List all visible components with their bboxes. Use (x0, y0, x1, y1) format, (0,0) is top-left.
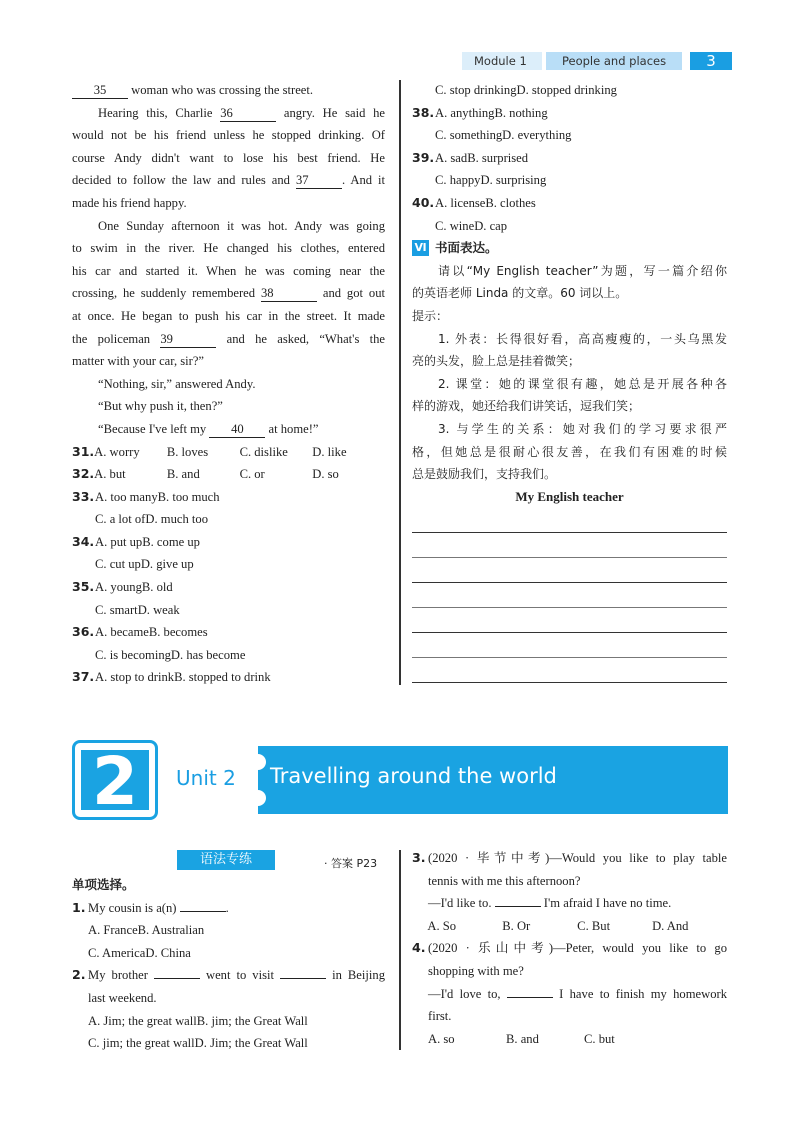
text-line (72, 237, 385, 260)
text-segment: 提示： (412, 308, 449, 323)
text-segment: the policeman (72, 331, 161, 346)
writing-line[interactable] (412, 558, 727, 583)
writing-line[interactable] (412, 583, 727, 608)
writing-prompt (412, 260, 727, 486)
question-row (72, 1010, 385, 1033)
text-segment: (2020 · 乐山中考)—Peter, would you like to go (428, 941, 727, 956)
topic-label: People and places (546, 52, 682, 70)
answer-option: D. And (652, 918, 689, 933)
answer-blank[interactable] (154, 978, 200, 979)
section-six-icon: Ⅵ (412, 240, 429, 256)
text-line (72, 169, 385, 192)
banner-notch (250, 790, 266, 806)
question-row (72, 621, 385, 644)
column-divider (399, 80, 401, 685)
question-row (72, 576, 385, 599)
question-row (72, 644, 385, 667)
text-segment: 请以“My English teacher”为题，写一篇介绍你 (438, 263, 727, 278)
question-number: 40. (412, 194, 435, 210)
answer-option: D. Jim; the Great Wall (194, 1036, 308, 1051)
multiple-choice-heading: 单项选择。 (72, 877, 135, 893)
text-segment: course Andy didn't want to lose his best friend. He (72, 150, 385, 165)
column-divider (399, 850, 401, 1050)
text-segment: matter with your car, sir?” (72, 354, 205, 369)
question-row (72, 1032, 385, 1055)
answer-option: B. Or (502, 918, 531, 933)
unit-label: Unit 2 (176, 766, 236, 790)
answer-option: C. a lot of (95, 512, 146, 527)
answer-option: D. cap (474, 218, 508, 233)
practice-left-column (72, 850, 385, 1055)
answer-blank[interactable]: 38 (261, 286, 317, 302)
answer-option: D. surprising (480, 173, 547, 188)
question-number (412, 215, 435, 238)
question-row (72, 486, 385, 509)
answer-blank[interactable] (495, 906, 541, 907)
answer-option: D. weak (137, 602, 180, 617)
answer-option: C. something (435, 128, 503, 143)
question-number: 4. (412, 940, 426, 956)
answer-option: B. old (141, 580, 173, 595)
text-line (412, 960, 727, 983)
answer-option: B. clothes (485, 195, 536, 210)
answer-option: B. too much (157, 489, 220, 504)
question-row (412, 192, 727, 215)
answer-option: C. But (577, 918, 611, 933)
answer-option: A. anything (435, 105, 495, 120)
question-row (412, 1028, 727, 1051)
answer-blank[interactable]: 39 (160, 332, 216, 348)
answer-blank[interactable] (180, 911, 226, 912)
text-segment: last weekend. (88, 990, 157, 1005)
text-line (412, 847, 727, 870)
cloze-options-right (412, 79, 727, 237)
question-number: 34. (72, 533, 95, 549)
unit-banner (72, 740, 728, 820)
text-segment: My cousin is a(n) (88, 900, 180, 915)
text-line (412, 983, 727, 1006)
banner-notch (250, 754, 266, 770)
question-row (412, 124, 727, 147)
text-line (72, 350, 385, 373)
text-segment: first. (428, 1009, 452, 1024)
answer-option: A. became (95, 625, 149, 640)
text-segment: 样的游戏，她还给我们讲笑话，逗我们笑； (412, 399, 641, 414)
answer-option: A. France (88, 923, 138, 938)
question-number: 31. (72, 443, 95, 459)
text-line (412, 870, 727, 893)
question-row (72, 531, 385, 554)
answer-option: B. stopped to drink (174, 670, 271, 685)
text-line (412, 418, 727, 441)
answer-option: C. dislike (239, 444, 288, 459)
question-number (72, 1010, 88, 1033)
question-number: 39. (412, 149, 435, 165)
question-row (72, 508, 385, 531)
writing-lines (412, 508, 727, 683)
question-number (72, 644, 95, 667)
answer-blank[interactable]: 35 (72, 83, 128, 99)
text-line (72, 305, 385, 328)
text-segment: 1. 外表：长得很好看，高高瘦瘦的，一头乌黑发 (438, 331, 727, 346)
text-segment: his car and started it. When he was coming near the (72, 263, 385, 278)
text-line (72, 328, 385, 351)
answer-option: C. or (239, 467, 265, 482)
question-number: 2. (72, 967, 86, 983)
question-row (72, 463, 385, 486)
question-number (72, 553, 95, 576)
writing-line[interactable] (412, 608, 727, 633)
text-segment: decided to follow the law and rules and (72, 173, 296, 188)
answer-option: A. sad (435, 150, 468, 165)
question-number (72, 919, 88, 942)
question-number: 3. (412, 850, 426, 865)
answer-blank[interactable] (280, 978, 326, 979)
text-segment: and he asked, “What's the (216, 331, 385, 346)
text-segment: —I'd like to. (428, 896, 495, 911)
module-label: Module 1 (462, 52, 542, 70)
text-segment: (2020 · 毕节中考)—Would you like to play table (428, 851, 727, 865)
text-segment: would not be his friend unless he stopped drinking. Of (72, 128, 385, 143)
question-number (72, 599, 95, 622)
text-segment: in Beijing (326, 968, 385, 983)
question-number (412, 124, 435, 147)
text-segment: and got out (316, 286, 385, 301)
answer-option: A. worry (94, 444, 140, 459)
right-column (412, 79, 727, 683)
writing-line[interactable] (412, 633, 727, 658)
text-line (72, 147, 385, 170)
answer-option: C. jim; the great wall (88, 1036, 195, 1051)
text-line (72, 192, 385, 215)
text-segment: shopping with me? (428, 963, 524, 978)
page-header (462, 52, 732, 70)
answer-option: D. everything (502, 128, 572, 143)
question-row (412, 915, 727, 938)
text-line (412, 260, 727, 283)
answer-option: B. and (166, 467, 200, 482)
question-number: 33. (72, 488, 95, 504)
question-number (412, 169, 435, 192)
answer-option: A. So (427, 918, 457, 933)
text-line (412, 305, 727, 328)
unit-number-badge: 2 (72, 740, 158, 820)
answer-blank[interactable] (507, 997, 553, 998)
text-segment: One Sunday afternoon it was hot. Andy was going (98, 218, 385, 233)
writing-section-heading (412, 237, 727, 260)
answer-option: A. too many (95, 489, 158, 504)
question-number (412, 79, 435, 102)
text-segment: “But why push it, then?” (98, 399, 223, 414)
text-line (72, 124, 385, 147)
answer-option: C. happy (435, 173, 481, 188)
question-number: 1. (72, 899, 86, 915)
text-segment: made his friend happy. (72, 195, 187, 210)
text-line (72, 418, 385, 441)
question-row (412, 147, 727, 170)
question-row (72, 599, 385, 622)
text-segment: I have to finish my homework (552, 986, 727, 1001)
text-segment: tennis with me this afternoon? (428, 873, 581, 888)
question-number (72, 1032, 88, 1055)
writing-line[interactable] (412, 533, 727, 558)
answer-option: A. so (428, 1031, 455, 1046)
question-row (72, 919, 385, 942)
text-segment: 总是鼓励我们，支持我们。 (412, 467, 557, 482)
answer-option: A. license (435, 195, 486, 210)
text-segment: at home!” (265, 421, 319, 436)
answer-option: C. smart (95, 602, 138, 617)
text-line (412, 373, 727, 396)
text-segment: 亮的头发，脸上总是挂着微笑； (412, 354, 581, 369)
answer-option: A. Jim; the great wall (88, 1013, 197, 1028)
text-line (412, 892, 727, 915)
question-row (412, 169, 727, 192)
answer-reference: · 答案 P23 (324, 857, 378, 870)
question-number (412, 915, 427, 938)
writing-line[interactable] (412, 508, 727, 533)
answer-blank[interactable]: 37 (296, 173, 342, 189)
question-row (412, 102, 727, 125)
text-line (72, 260, 385, 283)
question-number: 38. (412, 104, 435, 120)
answer-option: C. America (88, 945, 146, 960)
text-segment: crossing, he suddenly remembered (72, 286, 261, 301)
answer-blank[interactable]: 40 (209, 422, 265, 438)
unit-title: Travelling around the world (270, 764, 557, 788)
text-line (72, 215, 385, 238)
answer-option: A. put up (95, 534, 143, 549)
text-segment: angry. He said he (276, 105, 385, 120)
cloze-passage-column (72, 79, 385, 689)
answer-blank[interactable]: 36 (220, 106, 276, 122)
question-number: 36. (72, 624, 95, 640)
question-row (412, 215, 727, 238)
answer-option: B. jim; the Great Wall (196, 1013, 308, 1028)
text-line (412, 463, 727, 486)
practice-header (72, 850, 385, 874)
question-number (412, 1028, 428, 1051)
text-segment: at once. He began to push his car in the street. It made (72, 308, 385, 323)
questions-right (412, 847, 727, 1050)
question-number (72, 508, 95, 531)
answer-option: B. and (506, 1031, 539, 1046)
text-segment: 格，但她总是很耐心很友善，在我们有困难的时候 (412, 444, 727, 459)
questions-left (72, 897, 385, 1055)
answer-option: B. becomes (148, 625, 208, 640)
answer-option: C. stop drinking (435, 83, 517, 97)
text-line (412, 395, 727, 418)
text-segment: woman who was crossing the street. (128, 83, 314, 97)
text-line (72, 987, 385, 1010)
text-line (72, 79, 385, 102)
text-segment: My brother (88, 968, 154, 983)
practice-tag: 语法专练 (177, 850, 275, 870)
text-segment: to swim in the river. He changed his clothes, entered (72, 241, 385, 256)
text-segment: went to visit (199, 968, 281, 983)
answer-option: B. surprised (467, 150, 529, 165)
text-line (72, 102, 385, 125)
answer-option: A. young (95, 580, 142, 595)
essay-title: My English teacher (515, 488, 624, 504)
text-segment: . (225, 900, 229, 915)
text-segment: I'm afraid I have no time. (540, 896, 672, 911)
question-row (72, 942, 385, 965)
text-line (72, 373, 385, 396)
writing-line[interactable] (412, 658, 727, 683)
text-segment: “Nothing, sir,” answered Andy. (98, 376, 256, 391)
question-row (72, 553, 385, 576)
page-number: 3 (690, 52, 732, 70)
question-number: 32. (72, 466, 95, 482)
answer-option: D. so (312, 467, 339, 482)
writing-heading: 书面表达。 (435, 240, 498, 256)
answer-option: B. nothing (494, 105, 548, 120)
text-segment: . And it (341, 173, 385, 188)
question-row (72, 441, 385, 464)
text-line (72, 282, 385, 305)
question-row (412, 79, 727, 102)
text-line (412, 937, 727, 960)
answer-option: C. wine (435, 218, 475, 233)
question-row (72, 666, 385, 689)
answer-option: D. much too (145, 512, 208, 527)
text-segment: “Because I've left my (98, 421, 210, 436)
answer-option: B. Australian (137, 923, 205, 938)
answer-option: C. cut up (95, 557, 141, 572)
answer-option: A. but (94, 467, 126, 482)
text-line (412, 350, 727, 373)
text-line (412, 328, 727, 351)
answer-option: B. come up (142, 534, 200, 549)
text-line (72, 964, 385, 987)
text-segment: Hearing this, Charlie (98, 105, 221, 120)
answer-option: D. stopped drinking (516, 83, 617, 97)
text-line (72, 395, 385, 418)
answer-option: C. but (584, 1031, 615, 1046)
question-number (72, 942, 88, 965)
question-number: 37. (72, 669, 95, 685)
text-line (412, 282, 727, 305)
answer-option: C. is becoming (95, 647, 171, 662)
question-number: 35. (72, 579, 95, 595)
answer-option: D. has become (170, 647, 246, 662)
answer-option: B. loves (166, 444, 209, 459)
answer-option: A. stop to drink (95, 670, 175, 685)
text-segment: 2. 课堂：她的课堂很有趣，她总是开展各种各 (438, 376, 727, 391)
text-line (412, 441, 727, 464)
answer-option: D. like (312, 444, 347, 459)
text-segment: —I'd love to, (428, 986, 507, 1001)
text-segment: 3. 与学生的关系：她对我们的学习要求很严 (438, 421, 727, 436)
text-line (72, 897, 385, 920)
text-line (412, 1005, 727, 1028)
answer-option: D. give up (140, 557, 194, 572)
answer-option: D. China (145, 945, 191, 960)
text-segment: 的英语老师 Linda 的文章。60 词以上。 (412, 286, 628, 301)
